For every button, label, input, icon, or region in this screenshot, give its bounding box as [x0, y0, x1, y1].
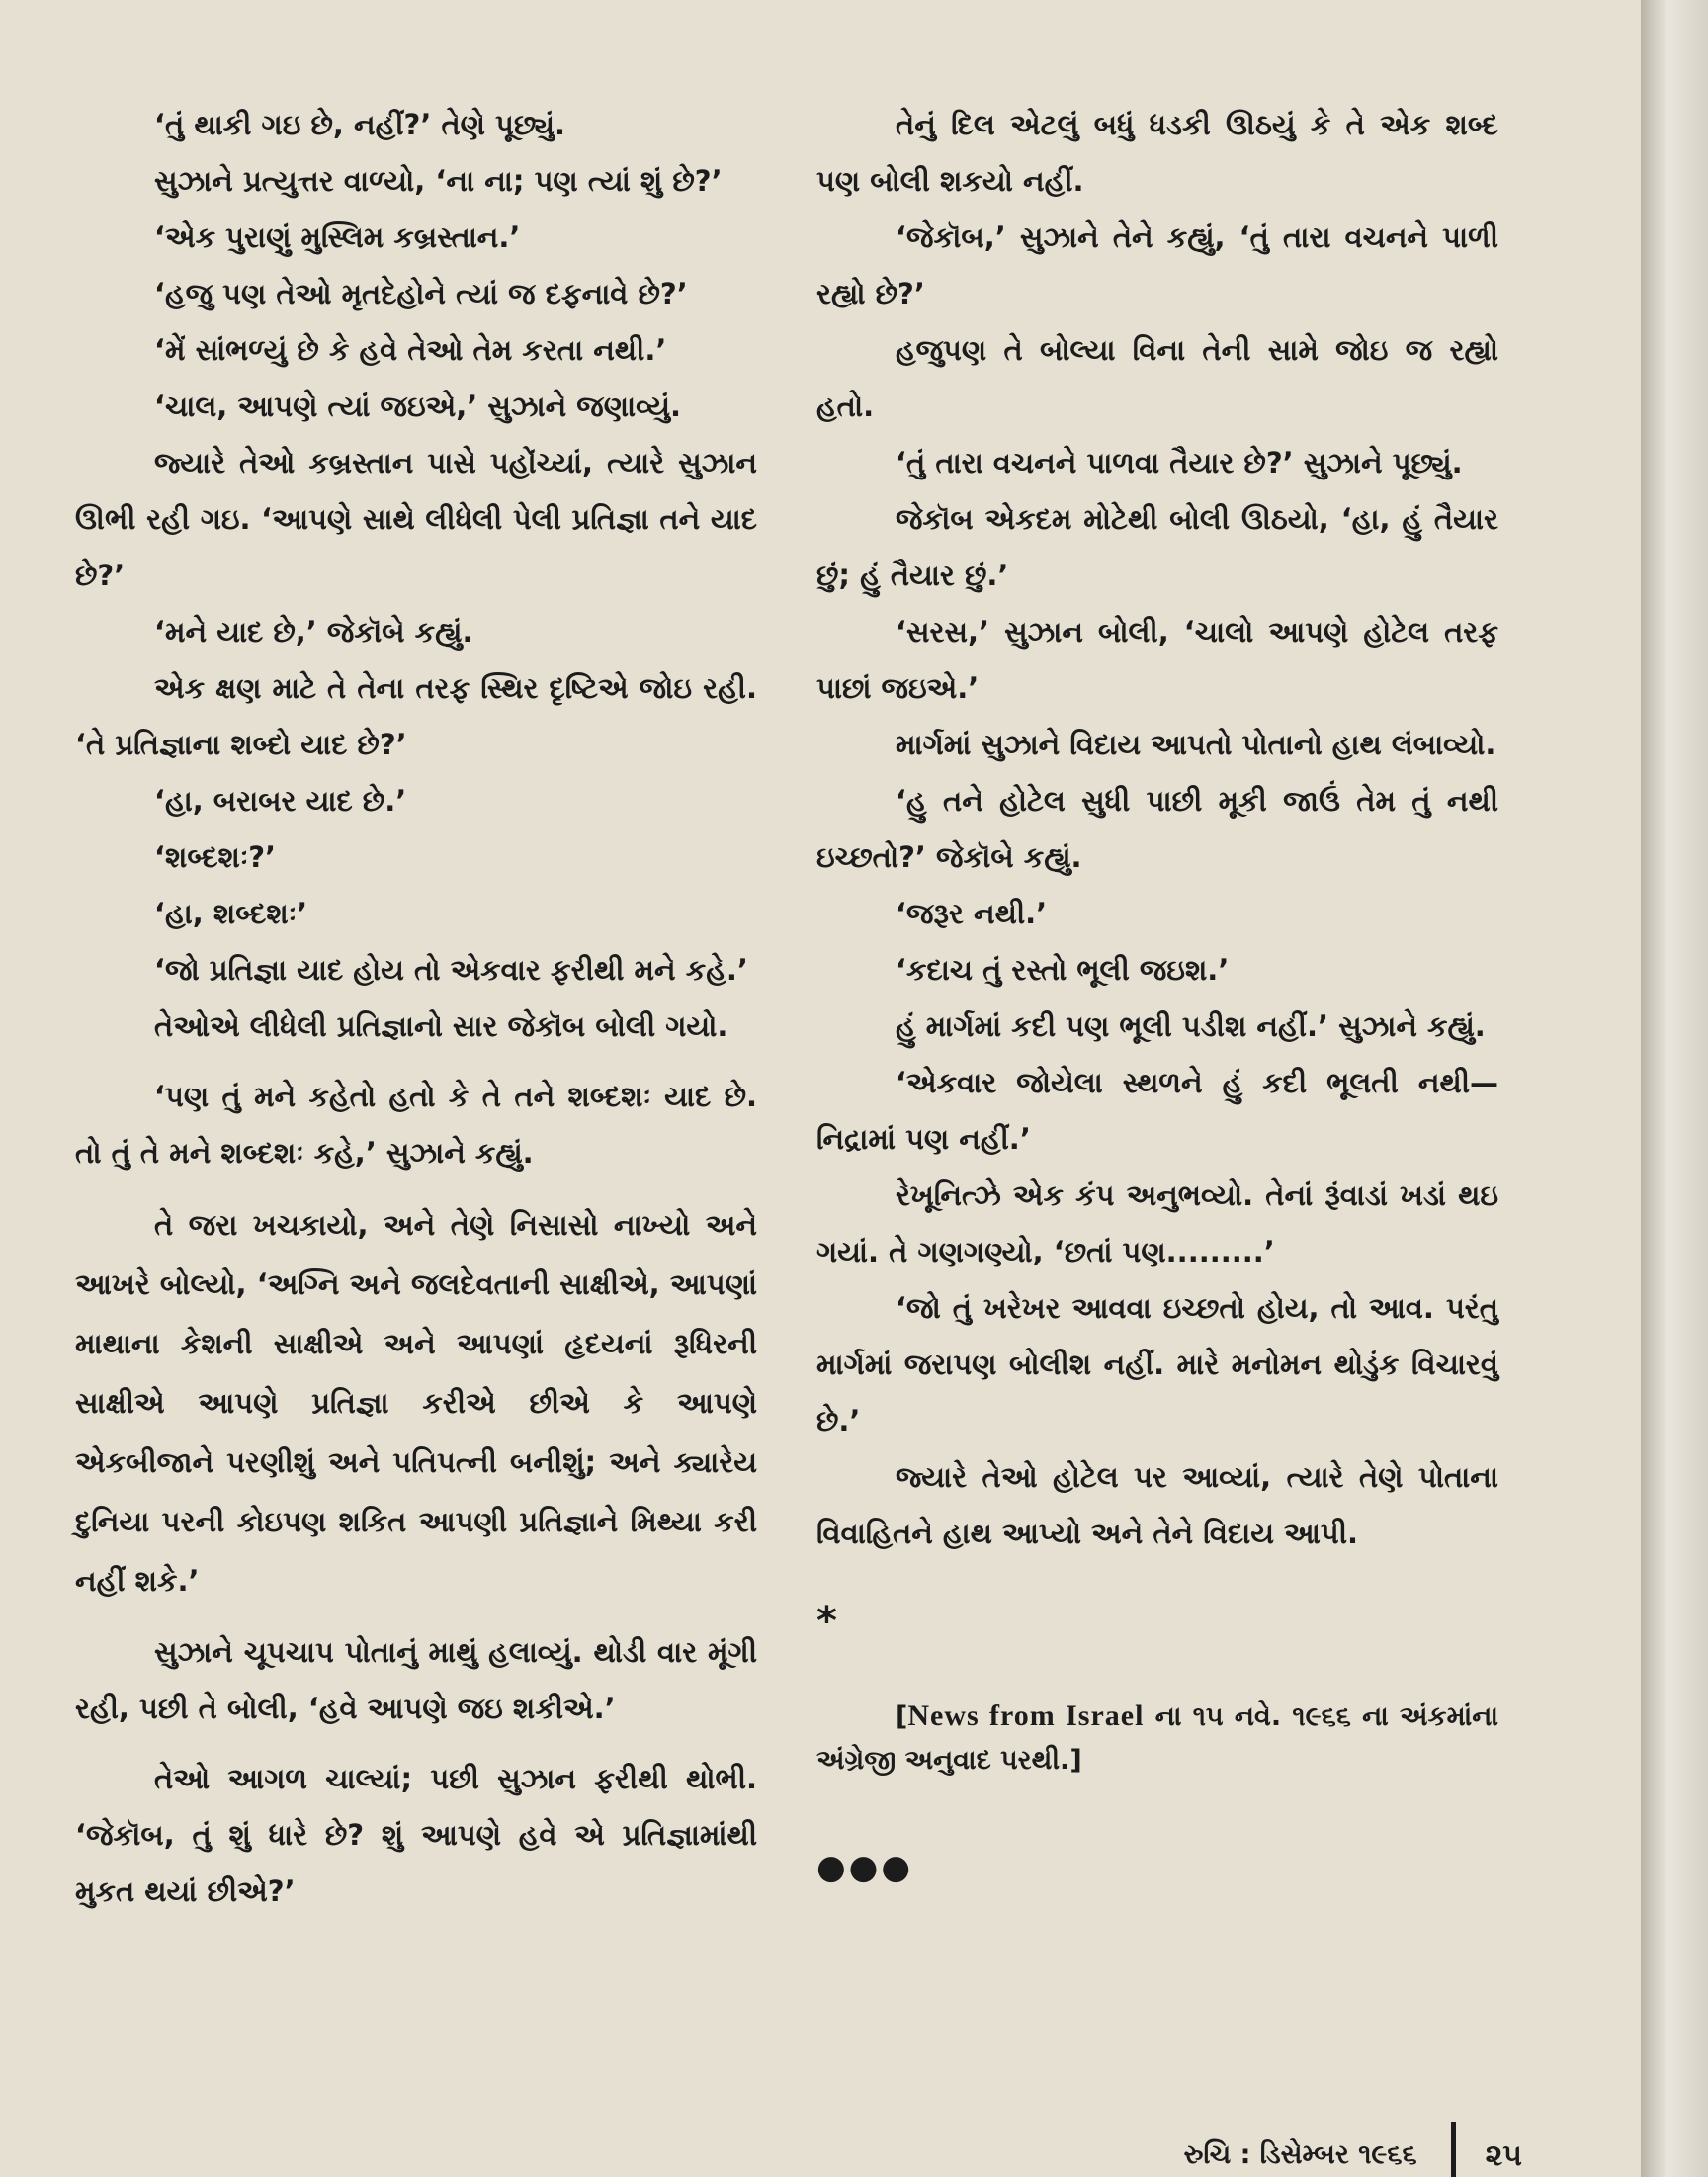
footer-issue: રુચિ : ડિસેમ્બર ૧૯૬૬ — [1183, 2139, 1417, 2170]
page-footer — [1087, 2122, 1522, 2177]
source-publication: News from Israel — [907, 1699, 1145, 1732]
paragraph: તેનું દિલ એટલું બધું ધડકી ઊઠયું કે તે એક શબ્દ પણ બોલી શકયો નહીં. — [816, 108, 1498, 198]
paragraph: તેઓ આગળ ચાલ્યાં; પછી સુઝાન ફરીથી થોભી. ‘જેકૉબ, તું શું ધારે છે? શું આપણે હવે એ પ્રતિજ્ઞામાંથી મુકત થયાં છીએ?’ — [75, 1762, 757, 1908]
page-edge — [1641, 0, 1708, 2177]
paragraph: ‘હા, શબ્દશઃ’ — [154, 897, 308, 930]
paragraph: ‘મેં સાંભળ્યું છે કે હવે તેઓ તેમ કરતા નથી.’ — [154, 333, 667, 367]
paragraph: ‘જરૂર નથી.’ — [896, 897, 1048, 930]
source-bracket: [ — [896, 1701, 908, 1732]
paragraph: ‘સરસ,’ સુઝાન બોલી, ‘ચાલો આપણે હોટેલ તરફ પાછાં જઇએ.’ — [816, 615, 1498, 705]
source-detail: ના ૧૫ નવે. ૧૯૬૬ ના અંકમાંના અંગ્રેજી અનુવાદ પરથી.] — [816, 1701, 1499, 1776]
paragraph: ‘મને યાદ છે,’ જેકૉબે કહ્યું. — [154, 615, 473, 649]
paragraph: ‘તું થાકી ગઇ છે, નહીં?’ તેણે પૂછ્યું. — [154, 108, 565, 141]
footer-divider — [1451, 2122, 1456, 2177]
paragraph: ‘જેકૉબ,’ સુઝાને તેને કહ્યું, ‘તું તારા વચનને પાળી રહ્યો છે?’ — [816, 220, 1498, 310]
paragraph: રેખૂનિત્ઝે એક કંપ અનુભવ્યો. તેનાં રૂંવાડાં ખડાં થઇ ગયાં. તે ગણગણ્યો, ‘છતાં પણ.........’ — [816, 1178, 1498, 1268]
paragraph: તે જરા ખચકાયો, અને તેણે નિસાસો નાખ્યો અને આખરે બોલ્યો, ‘અગ્નિ અને જલદેવતાની સાક્ષીએ, આપણાં માથાના કેશની સાક્ષીએ અને આપણાં હૃદયનાં રૂધિરની સાક્ષીએ આપણે પ્રતિજ્ઞા કરીએ છીએ કે આપણે એકબીજાને પરણીશું અને પતિપત્ની બનીશું; અને ક્યારેય દુનિયા પરની કોઇપણ શકિત આપણી પ્રતિજ્ઞાને મિથ્યા કરી નહીં શકે.’ — [75, 1208, 757, 1598]
right-column — [816, 97, 1498, 1896]
paragraph: ‘ચાલ, આપણે ત્યાં જઇએ,’ સુઝાને જણાવ્યું. — [154, 390, 682, 423]
paragraph: ‘હા, બરાબર યાદ છે.’ — [154, 784, 407, 818]
paragraph: જેકૉબ એકદમ મોટેથી બોલી ઊઠયો, ‘હા, હું તૈયાર છું; હું તૈયાર છું.’ — [816, 502, 1498, 592]
paragraph: હું માર્ગમાં કદી પણ ભૂલી પડીશ નહીં.’ સુઝાને કહ્યું. — [896, 1009, 1486, 1043]
paragraph: ‘કદાચ તું રસ્તો ભૂલી જઇશ.’ — [896, 953, 1230, 987]
paragraph: ‘પણ તું મને કહેતો હતો કે તે તને શબ્દશઃ યાદ છે. તો તું તે મને શબ્દશઃ કહે,’ સુઝાને કહ્યું. — [75, 1080, 757, 1170]
source-note — [816, 1695, 1498, 1783]
paragraph: સુઝાને પ્રત્યુત્તર વાળ્યો, ‘ના ના; પણ ત્યાં શું છે?’ — [154, 164, 723, 198]
page-number: ૨૫ — [1485, 2137, 1522, 2173]
paragraph: જ્યારે તેઓ કબ્રસ્તાન પાસે પહોંચ્યાં, ત્યારે સુઝાન ઊભી રહી ગઇ. ‘આપણે સાથે લીધેલી પેલી પ્રતિજ્ઞા તને યાદ છે?’ — [75, 446, 757, 592]
paragraph: ‘જો તું ખરેખર આવવા ઇચ્છતો હોય, તો આવ. પરંતુ માર્ગમાં જરાપણ બોલીશ નહીં. મારે મનોમન થોડુંક વિચારવું છે.’ — [816, 1291, 1498, 1437]
paragraph: હજુપણ તે બોલ્યા વિના તેની સામે જોઇ જ રહ્યો હતો. — [816, 333, 1498, 423]
paragraph: તેઓએ લીધેલી પ્રતિજ્ઞાનો સાર જેકૉબ બોલી ગયો. — [154, 1009, 728, 1043]
paragraph: જ્યારે તેઓ હોટેલ પર આવ્યાં, ત્યારે તેણે પોતાના વિવાહિતને હાથ આપ્યો અને તેને વિદાય આપી. — [816, 1460, 1498, 1550]
paragraph: ‘જો પ્રતિજ્ઞા યાદ હોય તો એકવાર ફરીથી મને કહે.’ — [154, 953, 748, 987]
paragraph: એક ક્ષણ માટે તે તેના તરફ સ્થિર દૃષ્ટિએ જોઇ રહી. ‘તે પ્રતિજ્ઞાના શબ્દો યાદ છે?’ — [75, 671, 757, 761]
paragraph: ‘હજુ પણ તેઓ મૃતદેહોને ત્યાં જ દફનાવે છે?’ — [154, 277, 688, 310]
paragraph: ‘શબ્દશઃ?’ — [154, 840, 277, 874]
left-column — [75, 97, 757, 1920]
section-separator: * — [816, 1599, 837, 1644]
paragraph: સુઝાને ચૂપચાપ પોતાનું માથું હલાવ્યું. થોડી વાર મૂંગી રહી, પછી તે બોલી, ‘હવે આપણે જઇ શકીએ.’ — [75, 1635, 757, 1725]
paragraph: ‘એકવાર જોયેલા સ્થળને હું કદી ભૂલતી નથી— નિદ્રામાં પણ નહીં.’ — [816, 1066, 1498, 1156]
end-mark: ●●● — [816, 1848, 914, 1887]
paragraph: ‘હુ તને હોટેલ સુધી પાછી મૂકી જાઉં તેમ તું નથી ઇચ્છતો?’ જેકૉબે કહ્યું. — [816, 784, 1498, 874]
paragraph: ‘તું તારા વચનને પાળવા તૈયાર છે?’ સુઝાને પૂછ્યું. — [896, 446, 1463, 479]
paragraph: માર્ગમાં સુઝાને વિદાય આપતો પોતાનો હાથ લંબાવ્યો. — [896, 728, 1496, 761]
paragraph: ‘એક પુરાણું મુસ્લિમ કબ્રસ્તાન.’ — [154, 220, 521, 254]
